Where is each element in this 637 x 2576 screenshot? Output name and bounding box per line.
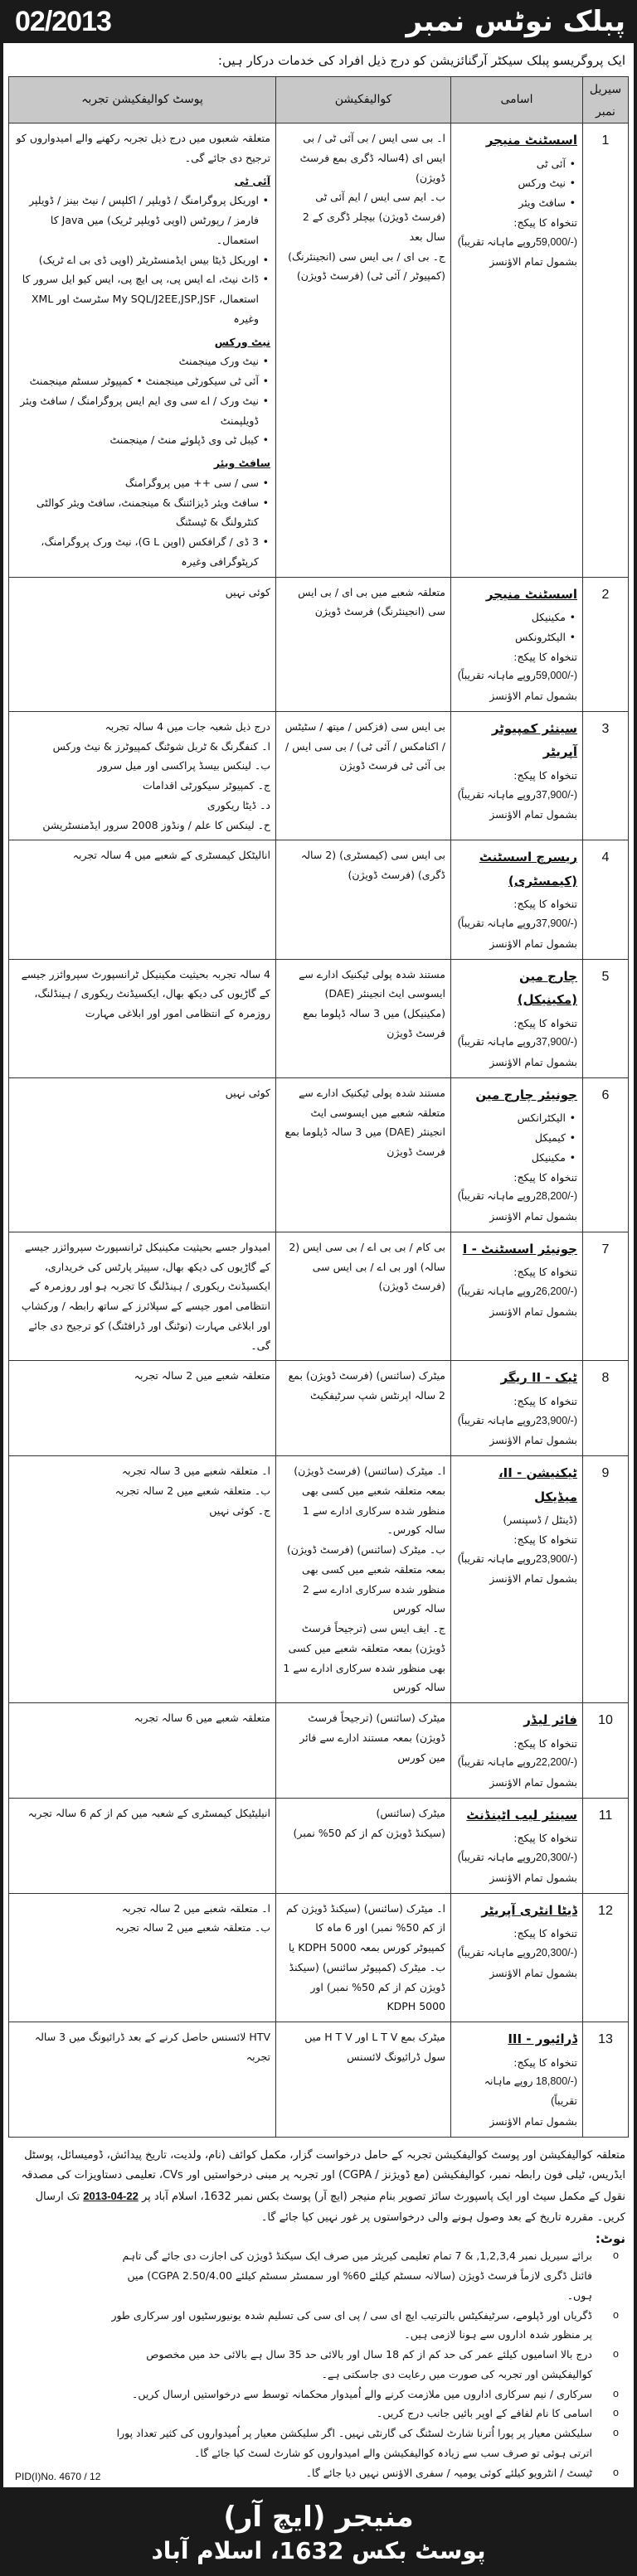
post-subfield: • سافٹ ویئر: [456, 193, 577, 213]
post-title: سینئر لیب اٹینڈنٹ: [466, 1807, 577, 1823]
notes-pid-row: [8, 2246, 629, 2487]
pay-label: تنخواہ کا پیکج:: [513, 215, 577, 229]
qualification-line: ب۔ ایم سی ایس / ایم آئی ٹی (فرسٹ ڈویژن) بیچلر ڈگری کے 2 سال بعد: [302, 191, 445, 243]
experience-item: • نیٹ ورک / اے سی وی ایم ایس پروگرامنگ / سافٹ ویئر ڈویلپمنٹ: [14, 391, 270, 431]
pay-note: بشمول تمام الاؤنسز: [489, 1210, 577, 1223]
post-subfield: • الیکٹرونکس: [456, 627, 577, 647]
qualification-line: بی ایس سی (فزکس / میتھ / سٹیٹس / اکنامکس / آئی ٹی) / بی سی ایس / بی آئی ٹی فرسٹ ڈویژن: [284, 719, 445, 772]
experience-section-heading: نیٹ ورکس: [214, 335, 270, 348]
pay-label: تنخواہ کا پیکج:: [513, 1016, 577, 1029]
pay-amount: (-/59,000روپے ماہانہ تقریباً): [457, 235, 577, 248]
qualification-cell: [276, 959, 451, 1077]
serial-cell: 1: [583, 123, 629, 578]
pay-note: بشمول تمام الاؤنسز: [489, 1056, 577, 1069]
pay-amount: (-/20,300روپے ماہانہ تقریباً): [457, 1946, 577, 1959]
post-subfield: • نیٹ ورکس: [456, 173, 577, 193]
pay-note: بشمول تمام الاؤنسز: [489, 1871, 577, 1884]
qualification-line: میٹرک بمع L T V اور H T V میں سول ڈرائیونگ لائسنس: [304, 2031, 445, 2063]
qualification-cell: [276, 123, 451, 578]
post-cell: [451, 711, 583, 840]
serial-cell: 13: [583, 2022, 629, 2138]
pay-label: تنخواہ کا پیکج:: [513, 898, 577, 911]
experience-item: • کیبل ٹی وی ڈپلوئے منٹ / مینجمنٹ: [14, 430, 270, 450]
experience-section-heading: سافٹ ویئر: [213, 457, 270, 470]
serial-cell: 2: [583, 577, 629, 711]
experience-line: ب۔ متعلقہ شعبے میں 2 سالہ تجربہ: [114, 1484, 270, 1497]
post-title: ٹیک - II ریگر: [500, 1370, 577, 1386]
post-subfield: (ڈینٹل / ڈسپنسر): [503, 1513, 577, 1527]
post-subfield: • مکینیکل: [456, 1148, 577, 1168]
intro-text: ایک پروگریسو پبلک سیکٹر آرگنائزیشن کو درج ذیل افراد کی خدمات درکار ہیں:: [217, 53, 625, 68]
table-row: [9, 123, 629, 578]
post-subfield: • الیکٹرانکس: [456, 1108, 577, 1128]
deadline-date: 22-04-2013: [83, 2190, 139, 2203]
qualification-line: ج۔ ایف ایس سی (ترجیحاً فرسٹ ڈویژن) بمعہ متعلقہ شعبے میں کسی بھی منظور شدہ سرکاری ادارے سے 1 سالہ کورس: [283, 1622, 445, 1694]
pay-note: بشمول تمام الاؤنسز: [489, 2114, 577, 2128]
note-item: o برائے سیریل نمبر 1,2,3,4, & 7 تمام تعلیمی کیریئر میں صرف ایک سیکنڈ ڈویژن کی اجازت دی جائے گی تاہم فائنل ڈگری لازماً فرسٹ ڈویژن (سالانہ سسٹم کیلئے 60% اور سمسٹر سسٹم کیلئے 2.50/4.00 CGPA) میں ہوں۔: [104, 2246, 625, 2305]
serial-cell: 12: [583, 1893, 629, 2022]
experience-item: • اوریکل پروگرامنگ / ڈویلپر / اکلپس / نیٹ بینز / ڈویلپر فارمز / رپورٹس (اوپی ڈویلپر ٹریک) میں Java کا استعمال۔: [14, 191, 270, 249]
table-row: [9, 1232, 629, 1361]
pay-amount: (-/59,000روپے ماہانہ تقریباً): [457, 670, 577, 682]
table-row: [9, 1893, 629, 2022]
qualification-cell: [276, 1077, 451, 1232]
experience-line: HTV لائسنس حاصل کرنے کے بعد ڈرائیونگ میں 3 سالہ تجربہ: [34, 2031, 270, 2063]
serial-cell: 11: [583, 1798, 629, 1893]
notes-list: [100, 2246, 629, 2482]
post-title: فائر لیڈر: [523, 1712, 577, 1728]
experience-line: ا۔ کنفگرنگ & ٹربل شوٹنگ کمپیوٹرز & نیٹ ورکس: [52, 739, 270, 753]
notice-banner: [0, 0, 637, 43]
note-item: o ڈگریاں اور ڈپلومے، سرٹیفکیٹس بالترتیب ایچ ای سی / پی ای سی کی تسلیم شدہ یونیورسٹیوں اور سرکاری طور پر منظور شدہ اداروں سے ہونا لازمی ہیں۔: [104, 2306, 625, 2346]
qualification-line: متعلقہ شعبے میں بی ای / بی ایس سی (انجینئرنگ) فرسٹ ڈویژن: [298, 585, 445, 618]
qualification-cell: [276, 1703, 451, 1799]
experience-line: متعلقہ شعبے میں 6 سالہ تجربہ: [134, 1712, 270, 1725]
table-row: [9, 1798, 629, 1893]
pay-amount: (-/22,200روپے ماہانہ تقریباً): [457, 1756, 577, 1769]
experience-cell: [9, 1798, 276, 1893]
serial-cell: 7: [583, 1232, 629, 1361]
header-post: اسامی: [451, 77, 583, 123]
footer-banner: [0, 2487, 637, 2576]
post-title: ٹیکنیشن - II، میڈیکل: [498, 1465, 577, 1504]
qualification-cell: [276, 1798, 451, 1893]
pay-label: تنخواہ کا پیکج:: [513, 1927, 577, 1940]
post-cell: [451, 123, 583, 578]
experience-cell: [9, 1893, 276, 2022]
post-cell: [451, 1893, 583, 2022]
experience-line: ج۔ کمپیوٹر سیکورٹی اقدامات: [142, 779, 270, 792]
experience-cell: [9, 1361, 276, 1456]
note-item: o سرکاری / نیم سرکاری اداروں میں ملازمت کرنے والے اُمیدوار محکمانہ توسط سے درخواستیں ارسال کریں۔: [104, 2385, 625, 2404]
pay-note: بشمول تمام الاؤنسز: [489, 1305, 577, 1318]
note-item: o ٹیسٹ / انٹرویو کیلئے کوئی یومیہ / سفری الاؤنس نہیں دیا جائے گا۔: [104, 2463, 625, 2483]
pay-note: بشمول تمام الاؤنسز: [489, 1434, 577, 1447]
post-title: سینئر کمپیوٹر آپریٹر: [491, 720, 577, 760]
qualification-line: ا۔ میٹرک (سائنس) (سیکنڈ ڈویژن کم از کم 50% نمبر) اور 6 ماہ کا کمپیوٹر کورس بمعہ 5000 KDPH یا: [286, 1901, 445, 1954]
qualification-line: ب۔ میٹرک (سائنس) (فرسٹ ڈویژن) بمعہ متعلقہ شعبے میں کسی بھی منظور شدہ سرکاری ادارے سے 2 سالہ کورس: [286, 1543, 445, 1615]
table-row: [9, 1077, 629, 1232]
experience-section-heading: آئی ٹی: [234, 174, 270, 187]
qualification-cell: [276, 1361, 451, 1456]
pay-amount: (-/18,800 روپے ماہانہ تقریباً): [484, 2075, 577, 2108]
pay-amount: (-/23,900روپے ماہانہ تقریباً): [457, 1552, 577, 1565]
qualification-cell: [276, 711, 451, 840]
pay-label: تنخواہ کا پیکج:: [513, 1266, 577, 1279]
table-row: [9, 711, 629, 840]
table-header-row: [9, 77, 629, 123]
experience-item: • آئی ٹی سیکورٹی مینجمنٹ • کمپیوٹر سسٹم مینجمنٹ: [14, 371, 270, 391]
pay-note: بشمول تمام الاؤنسز: [489, 255, 577, 269]
pay-amount: (-/26,200روپے ماہانہ تقریباً): [457, 1286, 577, 1298]
apply-text: متعلقہ کوالیفکیشن اور پوسٹ کوالیفکیشن تجربہ کے حامل درخواست گزار، مکمل کوائف (نام، ولدیت، تاریخ پیدائش، ڈومیسائل، پوسٹل ایڈریس، ٹیلی فون رابطہ نمبر، کوالیفکیشن (مع ڈویژنز / CGPA) اور تجربہ پر مبنی درخواستیں اور CVs، تعلیمی دستاویزات کی مصدقہ نقول کے مکمل سیٹ اور ایک پاسپورٹ سائز تصویر بنام منیجر (ایچ آر) پوسٹ بکس نمبر 1632، اسلام آباد پر: [21, 2148, 625, 2204]
post-title: جونیئر چارج مین: [475, 1087, 577, 1102]
experience-line: ب۔ متعلقہ شعبے میں 2 سالہ تجربہ: [114, 1921, 270, 1934]
pay-amount: (-/37,900روپے ماہانہ تقریباً): [457, 1036, 577, 1048]
notice-body: [0, 43, 637, 2487]
experience-cell: [9, 1703, 276, 1799]
post-title: اسسٹنٹ منیجر: [485, 133, 577, 148]
footer-manager: منیجر (ایچ آر): [223, 2501, 414, 2535]
experience-line: کوئی نہیں: [225, 1086, 270, 1099]
post-cell: [451, 1703, 583, 1799]
experience-line: ح۔ لینکس کا علم / ونڈوز 2008 سرور ایڈمنسٹریشن: [42, 818, 270, 831]
post-cell: [451, 1361, 583, 1456]
post-cell: [451, 1798, 583, 1893]
post-cell: [451, 959, 583, 1077]
experience-item: • ڈاٹ نیٹ، اے ایس پی، پی ایچ پی، ایس کیو ایل سرور کا استعمال، My SQL/J2EE,JSP,JSF سٹرسٹ اور XML وغیرہ: [14, 269, 270, 328]
experience-line: ا۔ متعلقہ شعبے میں 3 سالہ تجربہ: [121, 1465, 270, 1478]
experience-cell: [9, 959, 276, 1077]
pay-label: تنخواہ کا پیکج:: [513, 1533, 577, 1546]
pay-label: تنخواہ کا پیکج:: [513, 1736, 577, 1750]
experience-line: ج۔ کوئی نہیں: [209, 1503, 270, 1517]
serial-cell: 3: [583, 711, 629, 840]
experience-item: • نیٹ ورک مینجمنٹ: [14, 351, 270, 371]
experience-line: متعلقہ شعبے میں 2 سالہ تجربہ: [134, 1369, 270, 1382]
qualification-line: ا۔ میٹرک (سائنس) (فرسٹ ڈویژن) بمعہ متعلقہ شعبے میں کسی بھی منظور شدہ سرکاری ادارے سے 1 سالہ کورس۔: [294, 1465, 445, 1537]
experience-line: انیلیٹیکل کیمسٹری کے شعبہ میں کم از کم 6 سالہ تجربہ: [27, 1806, 270, 1819]
post-title: اسسٹنٹ منیجر: [485, 586, 577, 602]
table-row: [9, 1703, 629, 1799]
table-row: [9, 1456, 629, 1703]
post-subfield: • کیمیکل: [456, 1128, 577, 1148]
qualification-line: بی ایس سی (کیمسٹری) (2 سالہ ڈگری) (فرسٹ ڈویژن): [300, 849, 445, 882]
post-cell: [451, 1077, 583, 1232]
qualification-cell: [276, 840, 451, 959]
pay-label: تنخواہ کا پیکج:: [513, 650, 577, 663]
post-title: ریسرچ اسسٹنٹ (کیمسٹری): [479, 850, 577, 889]
post-cell: [451, 1456, 583, 1703]
experience-cell: [9, 1232, 276, 1361]
footer-address: پوسٹ بکس 1632، اسلام آباد: [151, 2536, 486, 2564]
note-item: o درج بالا اسامیوں کیلئے عمر کی حد کم از کم 18 سال اور بالائی حد 35 سال ہے بالائی حد میں مخصوص کوالیفکیشن اور تجربہ کی صورت میں رعایت دی جاسکتی ہے۔: [104, 2345, 625, 2385]
qualification-cell: [276, 2022, 451, 2138]
jobs-table: [8, 76, 629, 2138]
pay-label: تنخواہ کا پیکج:: [513, 2055, 577, 2069]
experience-intro: متعلقہ شعبوں میں درج ذیل تجربہ رکھنے والے امیدواروں کو ترجیح دی جائے گی۔: [16, 132, 270, 164]
table-row: [9, 840, 629, 959]
experience-cell: [9, 840, 276, 959]
pay-label: تنخواہ کا پیکج:: [513, 1394, 577, 1407]
qualification-line: بی کام / بی بی اے / بی سی ایس (2 سالہ) اور بی اے / بی ایس سی (فرسٹ ڈویژن): [289, 1240, 445, 1293]
pay-label: تنخواہ کا پیکج:: [513, 1170, 577, 1184]
qualification-cell: [276, 1456, 451, 1703]
header-serial: سیریل نمبر: [583, 77, 629, 123]
post-cell: [451, 577, 583, 711]
qualification-line: ج۔ بی ای / بی ایس سی (انجینئرنگ) (کمپیوٹر / آئی ٹی) (فرسٹ ڈویژن): [288, 249, 445, 283]
qualification-line: ا۔ بی سی ایس / بی آئی ٹی / بی ایس ای (4سالہ ڈگری بمع فرسٹ ڈویژن): [299, 132, 445, 184]
qualification-cell: [276, 577, 451, 711]
post-cell: [451, 2022, 583, 2138]
pay-note: بشمول تمام الاؤنسز: [489, 808, 577, 821]
header-experience: پوسٹ کوالیفکیشن تجربہ: [9, 77, 276, 123]
qualification-line: مستند شدہ پولی ٹیکنیک ادارے سے متعلقہ شعبے میں ایسوسی ایٹ انجینئر (DAE) میں 3 سالہ ڈپلوما بمع فرسٹ ڈویژن: [284, 1086, 445, 1159]
post-subfield: • مکینیکل: [456, 608, 577, 627]
post-cell: [451, 840, 583, 959]
notice-number: 02/2013: [15, 5, 111, 37]
pay-amount: (-/37,900روپے ماہانہ تقریباً): [457, 918, 577, 930]
experience-item: • 3 ڈی / گرافکس (اوپن G L)، نیٹ ورک پروگرامنگ، کرپٹوگرافی وغیرہ: [14, 532, 270, 572]
serial-cell: 6: [583, 1077, 629, 1232]
header-qualification: کوالیفکیشن: [276, 77, 451, 123]
application-instructions: [8, 2138, 629, 2232]
qualification-line: (سیکنڈ ڈویژن کم از کم 50% نمبر): [293, 1826, 445, 1839]
pay-note: بشمول تمام الاؤنسز: [489, 690, 577, 703]
experience-line: امیدوار جسے بحیثیت مکینیکل ٹرانسپورٹ سپروائزر جیسے کے گاڑیوں کی دیکھ بھال، سپیئر پارٹس کی خریداری، ایکسیڈنٹ ریکوری / ہینڈلنگ کا تجربہ ہو اور روزمرہ کے انتظامی امور جیسے کے سپلائرز کے ساتھ رابطہ / ورکشاپ اور ابلاغی مہارت (نوٹنگ اور ڈرافٹنگ) کو ترجیح دی جائے گی۔: [21, 1240, 270, 1352]
experience-item: • سی / سی ++ میں پروگرامنگ: [14, 473, 270, 493]
experience-cell: [9, 2022, 276, 2138]
pay-label: تنخواہ کا پیکج:: [513, 768, 577, 782]
experience-item: • سافٹ ویئر ڈیزائننگ & مینجمنٹ، سافٹ ویئر کوالٹی کنٹرولنگ & ٹیسٹنگ: [14, 493, 270, 533]
note-item: o اسامی کا نام لفافے کے اوپر بائیں جانب درج کریں۔: [104, 2404, 625, 2423]
experience-line: انالیٹکل کیمسٹری کے شعبے میں 4 سالہ تجربہ: [72, 849, 270, 862]
qualification-line: ب۔ میٹرک (کمپیوٹر سائنس) (سیکنڈ ڈویژن کم از کم 50% نمبر) اور 5000 KDPH: [289, 1960, 445, 2013]
job-rows: [9, 123, 629, 2138]
experience-cell: [9, 1456, 276, 1703]
serial-cell: 4: [583, 840, 629, 959]
post-title: جونیئر اسسٹنٹ - I: [462, 1241, 577, 1257]
experience-cell: [9, 711, 276, 840]
post-title: ڈیٹا انٹری آپریٹر: [481, 1902, 577, 1918]
experience-cell: [9, 577, 276, 711]
experience-line: د۔ ڈیٹا ریکوری: [207, 798, 270, 811]
experience-line: ب۔ لینکس بیسڈ پراکسی اور میل سرور: [97, 759, 270, 772]
table-row: [9, 1361, 629, 1456]
table-row: [9, 959, 629, 1077]
serial-cell: 8: [583, 1361, 629, 1456]
qualification-line: میٹرک (سائنس): [376, 1806, 445, 1819]
serial-cell: 9: [583, 1456, 629, 1703]
table-row: [9, 2022, 629, 2138]
table-row: [9, 577, 629, 711]
qualification-line: میٹرک (سائنس) (فرسٹ ڈویژن) بمع 2 سالہ اپرنٹس شپ سرٹیفکیٹ: [288, 1369, 445, 1402]
note-item: o سلیکشن معیار پر پورا اُترنا شارٹ لسٹنگ کی گارنٹی نہیں۔ اگر سلیکشن معیار پر اُمیدواروں کی کثیر تعداد پورا اترتی ہوئی تو صرف سب سے زیادہ کوالیفکیشن والے امیدواروں کو شارٹ لسٹ کیا جائے گا۔: [104, 2423, 625, 2463]
pay-note: بشمول تمام الاؤنسز: [489, 1572, 577, 1586]
pid-number: PID(I)No. 4670 / 12: [15, 2471, 101, 2483]
pay-note: بشمول تمام الاؤنسز: [489, 1776, 577, 1789]
pay-note: بشمول تمام الاؤنسز: [489, 937, 577, 950]
serial-cell: 5: [583, 959, 629, 1077]
pay-amount: (-/37,900روپے ماہانہ تقریباً): [457, 788, 577, 801]
post-title: چارج مین (مکینیکل): [517, 968, 577, 1008]
qualification-cell: [276, 1232, 451, 1361]
experience-cell: [9, 1077, 276, 1232]
notice-title: پبلک نوٹس نمبر: [406, 5, 625, 38]
notes-heading: نوٹ:: [595, 2231, 625, 2247]
pay-amount: (-/28,200روپے ماہانہ تقریباً): [457, 1190, 577, 1203]
experience-line: ا۔ متعلقہ شعبے میں 2 سالہ تجربہ: [121, 1901, 270, 1915]
apply-text-after: تک ارسال کریں۔ مقررہ تاریخ کے بعد وصول ہونے والی درخواستوں پر غور نہیں کیا جائے گا۔: [35, 2191, 625, 2224]
experience-line: درج ذیل شعبہ جات میں 4 سالہ تجربہ: [105, 719, 270, 733]
experience-line: کوئی نہیں: [225, 585, 270, 598]
qualification-line: میٹرک (سائنس) (ترجیحاً فرسٹ ڈویژن) بمعہ مستند ادارے سے فائر مین کورس: [299, 1712, 445, 1764]
pay-amount: (-/23,900روپے ماہانہ تقریباً): [457, 1414, 577, 1426]
experience-cell: [9, 123, 276, 578]
qualification-line: مستند شدہ پولی ٹیکنیک ادارے سے ایسوسی ایٹ انجینئر (DAE) (مکینیکل) میں 3 سالہ ڈپلوما بمع فرسٹ ڈویژن: [299, 967, 445, 1039]
post-cell: [451, 1232, 583, 1361]
pay-label: تنخواہ کا پیکج:: [513, 1832, 577, 1845]
pay-amount: (-/20,300روپے ماہانہ تقریباً): [457, 1852, 577, 1864]
post-subfield: • آئی ٹی: [456, 154, 577, 174]
experience-item: • اوریکل ڈیٹا بیس ایڈمنسٹریٹر (اوپی ڈی بی اے ٹریک): [14, 250, 270, 270]
experience-line: 4 سالہ تجربہ بحیثیت مکینیکل ٹرانسپورٹ سپروائزر جیسے کے گاڑیوں کی دیکھ بھال، ایکسیڈنٹ ریکوری / ہینڈلنگ، روزمرہ کے انتظامی امور اور ابلاغی مہارت: [21, 967, 270, 1020]
qualification-cell: [276, 1893, 451, 2022]
pay-note: بشمول تمام الاؤنسز: [489, 1966, 577, 1979]
post-title: ڈرائیور - III: [508, 2031, 577, 2047]
serial-cell: 10: [583, 1703, 629, 1799]
